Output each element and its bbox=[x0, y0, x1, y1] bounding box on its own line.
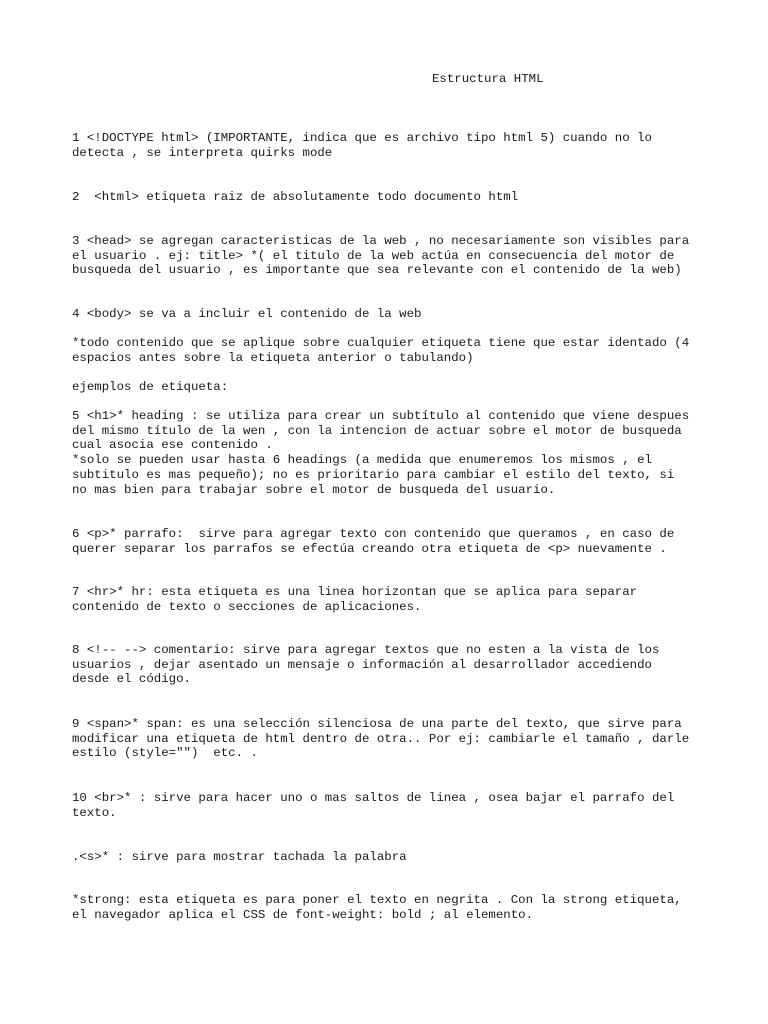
paragraph-h1: 5 <h1>* heading : se utiliza para crear un subtítulo al contenido que viene despues del mismo título de la wen , con la intencion de actuar sobre el motor de busqueda cual asocia ese contenido . *solo se pueden usar hasta 6 headings (a medida que enumeremos los mismos , el subtitulo es mas pequeño); no es prioritario para cambiar el estilo del texto, si no mas bien para trabajar sobre el motor de busqueda del usuario. bbox=[72, 409, 690, 497]
paragraph-hr: 7 <hr>* hr: esta etiqueta es una linea horizontan que se aplica para separar contenido de texto o secciones de aplicaciones. bbox=[72, 585, 638, 614]
document-title: Estructura HTML bbox=[432, 72, 544, 86]
paragraph-strong: *strong: esta etiqueta es para poner el texto en negrita . Con la strong etiqueta, el navegador aplica el CSS de font-weight: bold ; al elemento. bbox=[72, 893, 682, 922]
paragraph-s: .<s>* : sirve para mostrar tachada la palabra bbox=[72, 850, 407, 864]
paragraph-doctype: 1 <!DOCTYPE html> (IMPORTANTE, indica que es archivo tipo html 5) cuando no lo detecta , se interpreta quirks mode bbox=[72, 131, 652, 160]
paragraph-comment: 8 <!-- --> comentario: sirve para agregar textos que no esten a la vista de los usuarios , dejar asentado un mensaje o información al desarrollador accediendo desde el código. bbox=[72, 643, 660, 687]
paragraph-span: 9 <span>* span: es una selección silenciosa de una parte del texto, que sirve para modificar una etiqueta de html dentro de otra.. Por ej: cambiarle el tamaño , darle estilo (style="") etc. . bbox=[72, 717, 690, 761]
paragraph-html: 2 <html> etiqueta raiz de absolutamente todo documento html bbox=[72, 190, 519, 204]
paragraph-indent-note: *todo contenido que se aplique sobre cualquier etiqueta tiene que estar identado (4 espacios antes sobre la etiqueta anterior o tabulando) bbox=[72, 336, 690, 365]
paragraph-head: 3 <head> se agregan caracteristicas de la web , no necesariamente son visibles para el usuario . ej: title> *( el titulo de la web actúa en consecuencia del motor de busqueda del usuario , es importante que sea relevante con el contenido de la web) bbox=[72, 234, 690, 278]
paragraph-br: 10 <br>* : sirve para hacer uno o mas saltos de linea , osea bajar el parrafo del texto. bbox=[72, 791, 675, 820]
paragraph-body: 4 <body> se va a incluir el contenido de la web bbox=[72, 307, 422, 321]
paragraph-p: 6 <p>* parrafo: sirve para agregar texto con contenido que queramos , en caso de querer separar los parrafos se efectúa creando otra etiqueta de <p> nuevamente . bbox=[72, 527, 675, 556]
paragraph-examples-heading: ejemplos de etiqueta: bbox=[72, 380, 229, 394]
